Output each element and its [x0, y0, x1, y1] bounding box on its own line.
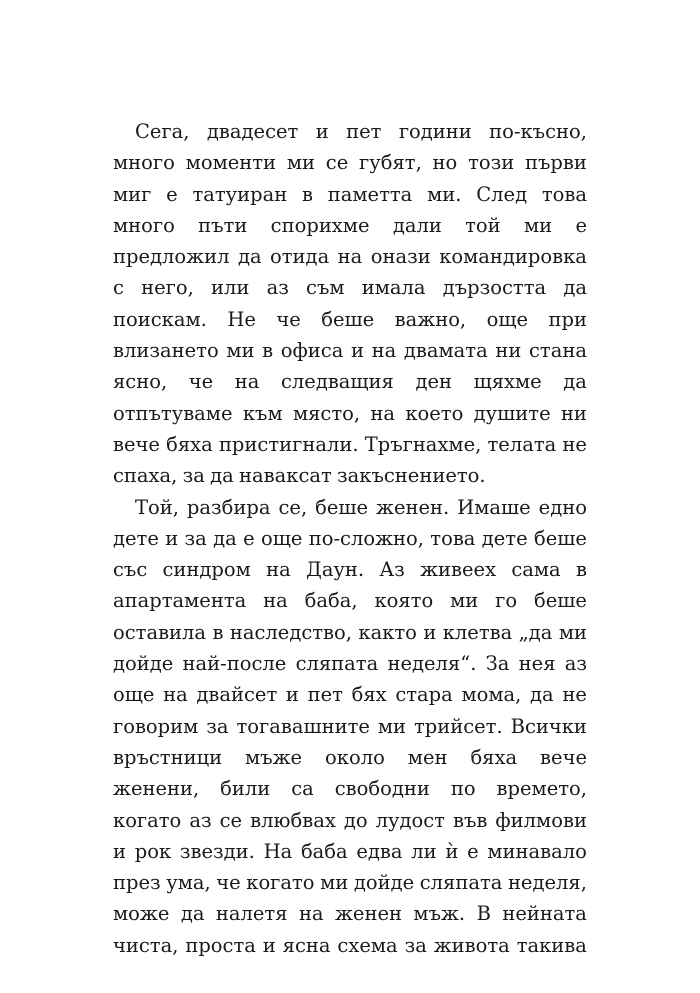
word: за: [404, 933, 427, 957]
word: може: [113, 902, 170, 926]
word: наследство,: [229, 620, 352, 644]
word: Аз: [379, 558, 405, 582]
word: имала: [361, 276, 426, 300]
word: ни: [495, 339, 522, 363]
word: в: [212, 620, 224, 644]
word: вече: [113, 432, 160, 456]
word: че: [188, 370, 214, 394]
word: клетва: [442, 620, 513, 644]
word: по: [450, 777, 476, 801]
word: на: [266, 558, 291, 582]
word: ми: [320, 871, 349, 895]
word: моменти: [185, 151, 277, 175]
word: него,: [141, 276, 194, 300]
word: с: [113, 276, 124, 300]
word: да: [530, 683, 554, 707]
word: такива: [516, 933, 587, 957]
word: години: [398, 120, 472, 143]
word: говорим: [113, 714, 199, 738]
word: през: [113, 871, 161, 895]
word: когато: [113, 808, 182, 832]
word: неделя“.: [387, 652, 477, 676]
word: мома,: [461, 683, 522, 707]
word: мъже: [245, 745, 303, 769]
word: той: [465, 213, 501, 237]
word: живота: [433, 933, 510, 957]
word: връстници: [113, 745, 223, 769]
word: поискам.: [113, 307, 207, 331]
word: спорихме: [270, 213, 370, 237]
word: на: [163, 683, 188, 707]
word: спаха,: [113, 464, 178, 488]
word: аз: [266, 276, 289, 300]
word: ми: [226, 339, 255, 363]
word: В: [476, 902, 491, 926]
word: отида: [270, 245, 330, 269]
word: звезди.: [179, 839, 255, 863]
word: сляпата: [295, 652, 379, 676]
word: на: [298, 902, 324, 926]
word: тогавашните: [236, 714, 370, 738]
word: се: [325, 151, 349, 175]
word: двамата: [403, 339, 488, 363]
text-line: [113, 241, 587, 272]
text-line: [113, 147, 587, 178]
word: това: [430, 526, 476, 550]
word: още: [486, 307, 529, 331]
word: която: [374, 589, 434, 613]
word: беше: [315, 495, 369, 519]
word: трийсет.: [413, 714, 503, 738]
word: проста: [185, 933, 256, 957]
text-line: [113, 335, 587, 366]
word: влизането: [113, 339, 219, 363]
word: татуиран: [192, 182, 288, 206]
word: много: [113, 213, 175, 237]
word: за: [182, 464, 205, 488]
text-line: [113, 930, 587, 961]
word: мен: [407, 745, 448, 769]
word: на: [263, 589, 288, 613]
word: разбира: [186, 495, 271, 519]
word: много: [113, 151, 175, 175]
word: при: [548, 307, 587, 331]
text-line: [113, 272, 587, 303]
word: двайсет: [196, 683, 278, 707]
word: нейната: [502, 902, 587, 926]
word: но: [432, 151, 458, 175]
word: аз: [564, 652, 587, 676]
word: На: [263, 839, 293, 863]
body-text: [113, 116, 587, 961]
word: и: [262, 933, 276, 957]
word: да: [237, 245, 262, 269]
word: бяха: [470, 745, 518, 769]
word: по-късно,: [489, 120, 587, 143]
text-line: [113, 398, 587, 429]
word: не: [562, 683, 587, 707]
word: минавало: [487, 839, 587, 863]
word: Всички: [510, 714, 587, 738]
word: След: [476, 182, 528, 206]
word: или: [211, 276, 250, 300]
text-line: [113, 429, 587, 460]
word: щяхме: [473, 370, 542, 394]
word: ми: [523, 213, 553, 237]
word: ми.: [427, 182, 462, 206]
word: дете: [481, 526, 528, 550]
word: го: [495, 589, 518, 613]
word: ми: [558, 620, 587, 644]
word: лудост: [375, 808, 445, 832]
word: стара: [395, 683, 453, 707]
paragraph-2: [113, 492, 587, 961]
word: е: [467, 839, 479, 863]
text-line: [113, 617, 587, 648]
word: ни: [560, 401, 587, 425]
word: схема: [337, 933, 398, 957]
word: на: [234, 370, 260, 394]
word: свободни: [334, 777, 430, 801]
word: мъж.: [413, 902, 466, 926]
word: да: [210, 464, 234, 488]
word: офиса: [280, 339, 344, 363]
word: пет: [307, 683, 343, 707]
word: следващия: [280, 370, 394, 394]
word: губят,: [359, 151, 422, 175]
word: пристигнали.: [218, 432, 359, 456]
word: и: [350, 339, 364, 363]
word: оставила: [113, 620, 207, 644]
word: налетя: [215, 902, 288, 926]
word: да: [180, 902, 205, 926]
word: дойде: [113, 652, 174, 676]
word: били: [220, 777, 271, 801]
word: времето,: [496, 777, 587, 801]
word: да: [563, 370, 587, 394]
word: във: [453, 808, 488, 832]
word: баба,: [304, 589, 358, 613]
word: на: [370, 401, 396, 425]
word: беше: [533, 526, 587, 550]
word: ѝ: [445, 839, 459, 863]
word: да: [563, 276, 587, 300]
word: предложил: [113, 245, 230, 269]
word: дете: [113, 526, 159, 550]
word: е: [243, 526, 255, 550]
word: женен.: [376, 495, 450, 519]
word: Сега,: [135, 120, 190, 143]
word: ума,: [166, 871, 211, 895]
word: едно: [538, 495, 587, 519]
word: телата: [487, 432, 557, 456]
word: Имаше: [457, 495, 531, 519]
text-line: [113, 179, 587, 210]
word: се: [219, 808, 243, 832]
word: неделя,: [507, 871, 587, 895]
text-line: [113, 898, 587, 929]
text-line: [113, 836, 587, 867]
text-line: [113, 585, 587, 616]
word: да: [213, 526, 237, 550]
word: ясна: [282, 933, 331, 957]
word: най-после: [182, 652, 287, 676]
word: още: [260, 526, 303, 550]
word: ми: [286, 151, 316, 175]
text-line: [113, 304, 587, 335]
word: командировка: [439, 245, 587, 269]
word: дойде: [353, 871, 415, 895]
word: съм: [306, 276, 345, 300]
word: ден: [415, 370, 452, 394]
word: със: [113, 558, 148, 582]
word: това: [541, 182, 587, 206]
word: дързостта: [442, 276, 547, 300]
word: и: [423, 620, 437, 644]
word: на: [371, 339, 397, 363]
word: чиста,: [113, 933, 179, 957]
word: че: [216, 871, 241, 895]
word: женен: [334, 902, 402, 926]
word: в: [262, 339, 274, 363]
text-line: [113, 492, 587, 523]
word: което: [405, 401, 464, 425]
word: сама: [511, 558, 561, 582]
word: и: [285, 683, 299, 707]
text-line: [113, 867, 587, 898]
word: онази: [370, 245, 431, 269]
paragraph-1: [113, 116, 587, 492]
word: за: [184, 526, 207, 550]
word: около: [325, 745, 385, 769]
word: бях: [351, 683, 387, 707]
text-line: [113, 742, 587, 773]
text-line: [113, 679, 587, 710]
word: бяха: [166, 432, 213, 456]
word: Той,: [135, 495, 179, 519]
word: на: [337, 245, 363, 269]
word: важно,: [394, 307, 467, 331]
word: беше: [321, 307, 375, 331]
word: е: [166, 182, 178, 206]
word: едва: [356, 839, 403, 863]
word: за: [206, 714, 229, 738]
word: Не: [227, 307, 256, 331]
word: наваксат: [239, 464, 332, 488]
word: е: [575, 213, 587, 237]
text-line: [113, 523, 587, 554]
word: живеех: [420, 558, 497, 582]
word: двадесет: [206, 120, 299, 143]
text-line: [113, 366, 587, 397]
word: вече: [540, 745, 587, 769]
word: рок: [134, 839, 172, 863]
text-line: [113, 773, 587, 804]
text-line: [113, 711, 587, 742]
word: както: [358, 620, 417, 644]
word: когато: [246, 871, 315, 895]
word: закъснението.: [337, 464, 486, 488]
word: филмови: [495, 808, 587, 832]
word: За: [485, 652, 510, 676]
word: паметта: [327, 182, 413, 206]
word: и: [165, 526, 179, 550]
word: не: [562, 432, 587, 456]
text-line: [113, 460, 587, 491]
word: към: [242, 401, 283, 425]
word: аз: [189, 808, 212, 832]
word: ли: [411, 839, 437, 863]
word: душите: [473, 401, 551, 425]
word: и: [315, 120, 329, 143]
word: стана: [528, 339, 587, 363]
word: още: [113, 683, 155, 707]
word: до: [343, 808, 368, 832]
word: първи: [525, 151, 587, 175]
word: „да: [518, 620, 553, 644]
word: ми: [450, 589, 479, 613]
word: отпътуваме: [113, 401, 233, 425]
word: апартамента: [113, 589, 247, 613]
text-line: [113, 210, 587, 241]
text-line: [113, 648, 587, 679]
word: и: [113, 839, 126, 863]
text-line: [113, 554, 587, 585]
word: пет: [346, 120, 382, 143]
text-line: [113, 116, 587, 147]
word: синдром: [162, 558, 251, 582]
word: са: [291, 777, 314, 801]
word: женени,: [113, 777, 200, 801]
text-line: [113, 805, 587, 836]
word: ясно,: [113, 370, 168, 394]
word: дали: [392, 213, 442, 237]
word: пъти: [198, 213, 248, 237]
word: влюбвах: [250, 808, 336, 832]
word: Тръгнахме,: [364, 432, 482, 456]
word: сляпата: [419, 871, 503, 895]
word: в: [302, 182, 313, 206]
word: по-сложно,: [308, 526, 424, 550]
word: се,: [278, 495, 308, 519]
word: място,: [292, 401, 361, 425]
word: този: [468, 151, 515, 175]
word: в: [575, 558, 587, 582]
word: ми: [377, 714, 407, 738]
word: че: [276, 307, 301, 331]
word: беше: [533, 589, 587, 613]
word: баба: [300, 839, 348, 863]
word: нея: [518, 652, 556, 676]
word: миг: [113, 182, 152, 206]
word: Даун.: [305, 558, 365, 582]
